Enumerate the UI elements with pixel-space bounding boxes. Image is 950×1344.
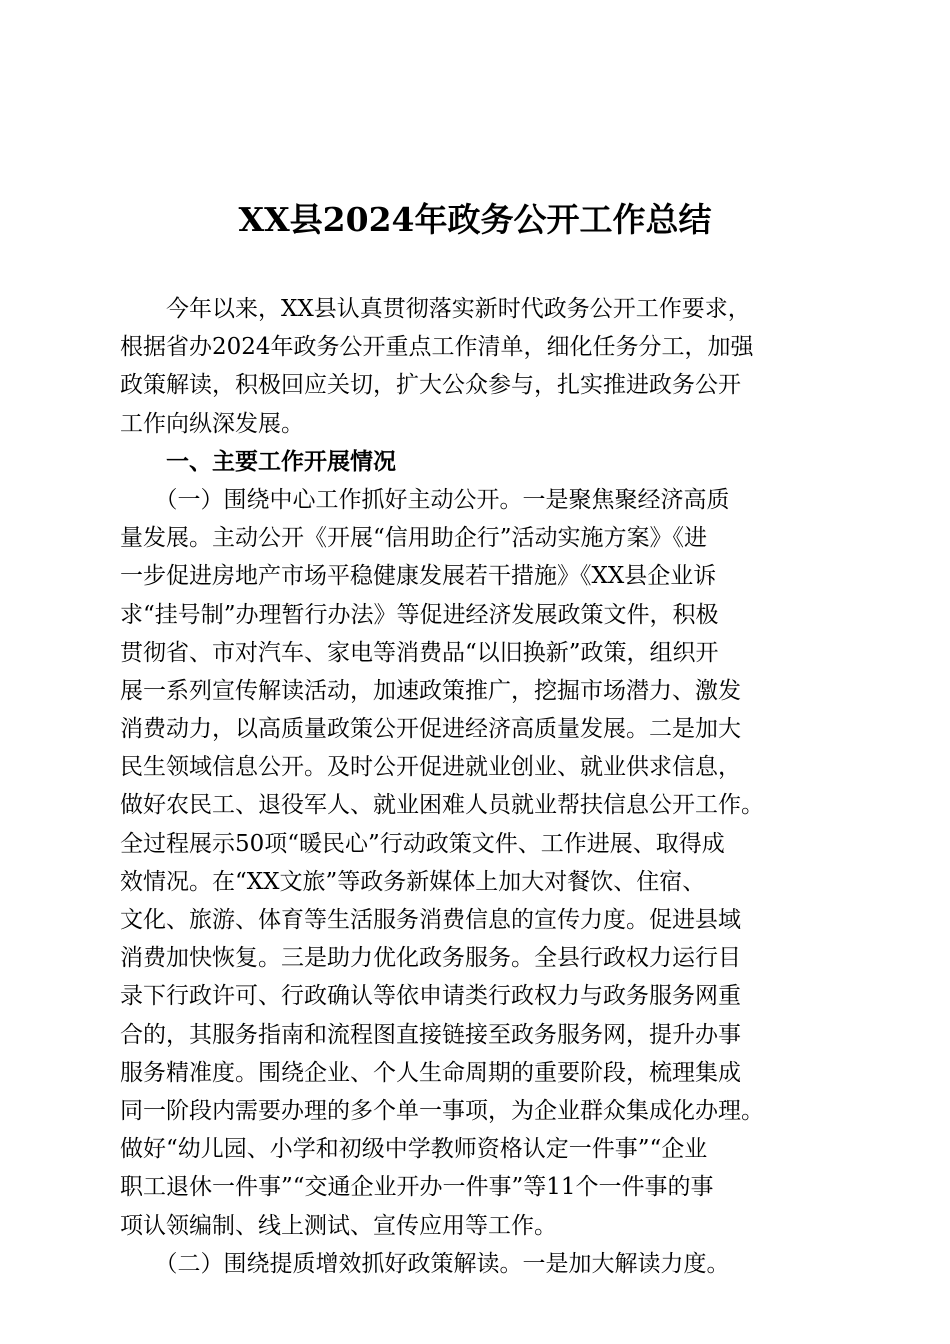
intro-paragraph-line: 今年以来，XX县认真贯彻落实新时代政务公开工作要求， bbox=[120, 296, 751, 322]
subsection-paragraph-line: 贯彻省、市对汽车、家电等消费品“以旧换新”政策，组织开 bbox=[120, 639, 719, 666]
subsection-paragraph-line: 合的，其服务指南和流程图直接链接至政务服务网，提升办事 bbox=[120, 1021, 741, 1048]
subsection-paragraph-line: 职工退休一件事”“交通企业开办一件事”等11个一件事的事 bbox=[120, 1174, 714, 1201]
subsection-paragraph-line: 录下行政许可、行政确认等依申请类行政权力与政务服务网重 bbox=[120, 983, 741, 1010]
section-heading: 一、主要工作开展情况 bbox=[120, 448, 396, 475]
subsection-paragraph-line: 效情况。在“XX文旅”等政务新媒体上加大对餐饮、住宿、 bbox=[120, 868, 706, 895]
intro-paragraph-line: 政策解读，积极回应关切，扩大公众参与，扎实推进政务公开 bbox=[120, 372, 741, 399]
subsection-paragraph-line: 同一阶段内需要办理的多个单一事项，为企业群众集成化办理。 bbox=[120, 1097, 764, 1124]
document-title: XX县2024年政务公开工作总结 bbox=[238, 200, 712, 239]
subsection-paragraph-line: 一步促进房地产市场平稳健康发展若干措施》《XX县企业诉 bbox=[120, 563, 717, 590]
subsection-paragraph-line: 消费加快恢复。三是助力优化政务服务。全县行政权力运行目 bbox=[120, 945, 741, 972]
subsection-paragraph-line: （一）围绕中心工作抓好主动公开。一是聚焦聚经济高质 bbox=[120, 486, 730, 513]
subsection-paragraph-line: 量发展。主动公开《开展“信用助企行”活动实施方案》《进 bbox=[120, 525, 708, 552]
subsection-paragraph-line: 消费动力，以高质量政策公开促进经济高质量发展。二是加大 bbox=[120, 716, 741, 743]
document-body bbox=[120, 290, 835, 1283]
subsection-paragraph-line: 项认领编制、线上测试、宣传应用等工作。 bbox=[120, 1212, 557, 1239]
intro-paragraph-line: 工作向纵深发展。 bbox=[120, 410, 304, 437]
subsection-paragraph-line: 文化、旅游、体育等生活服务消费信息的宣传力度。促进县域 bbox=[120, 907, 741, 933]
subsection-paragraph-line: 民生领域信息公开。及时公开促进就业创业、就业供求信息， bbox=[120, 754, 741, 781]
subsection-paragraph-line: （二）围绕提质增效抓好政策解读。一是加大解读力度。 bbox=[120, 1250, 730, 1277]
subsection-paragraph-line: 求“挂号制”办理暂行办法》等促进经济发展政策文件，积极 bbox=[120, 601, 719, 628]
subsection-paragraph-line: 全过程展示50项“暖民心”行动政策文件、工作进展、取得成 bbox=[120, 830, 725, 857]
intro-paragraph-line: 根据省办2024年政务公开重点工作清单，细化任务分工，加强 bbox=[120, 334, 754, 361]
subsection-paragraph-line: 展一系列宣传解读活动，加速政策推广，挖掘市场潜力、激发 bbox=[120, 677, 741, 704]
subsection-paragraph-line: 做好“幼儿园、小学和初级中学教师资格认定一件事”“企业 bbox=[120, 1136, 708, 1163]
subsection-paragraph-line: 服务精准度。围绕企业、个人生命周期的重要阶段，梳理集成 bbox=[120, 1059, 741, 1086]
subsection-paragraph-line: 做好农民工、退役军人、就业困难人员就业帮扶信息公开工作。 bbox=[120, 792, 764, 819]
